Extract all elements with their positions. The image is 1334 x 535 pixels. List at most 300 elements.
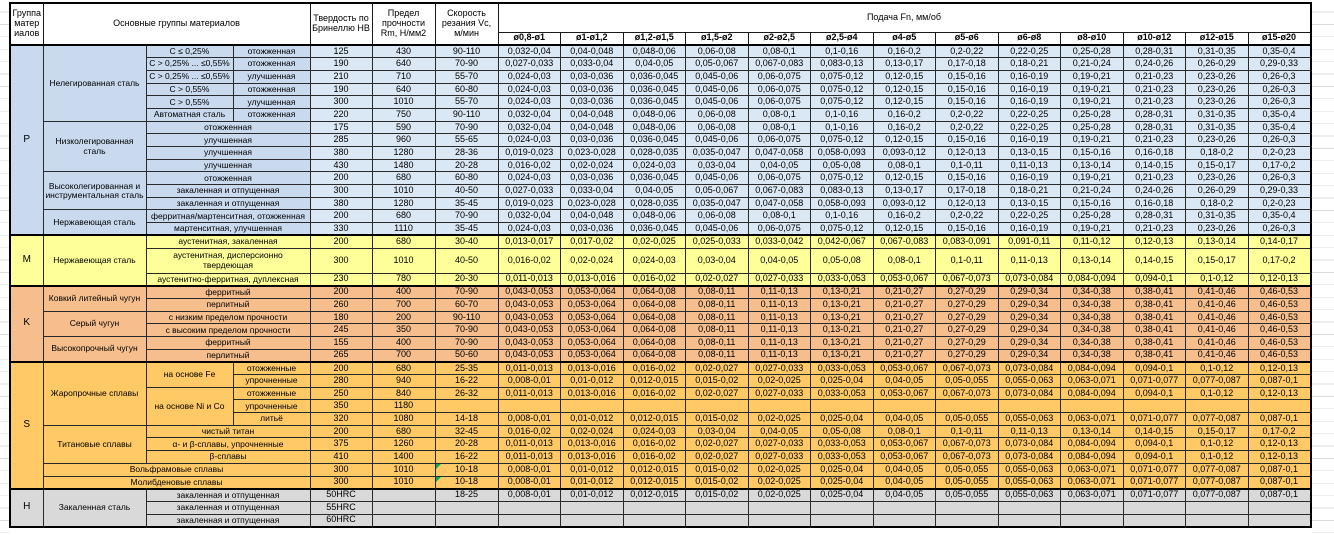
feed-value-cell[interactable]: 0,013-0,016	[561, 362, 624, 375]
feed-value-cell[interactable]: 0,28-0,31	[1123, 210, 1186, 223]
header-materials[interactable]: Основные группы материалов	[43, 3, 310, 45]
feed-value-cell[interactable]	[1061, 400, 1124, 413]
material-subtype-cell[interactable]: на основе Fe	[146, 362, 233, 387]
header-feed-diameter[interactable]: ø1,2-ø1,5	[623, 32, 686, 45]
feed-value-cell[interactable]: 0,04-0,048	[561, 121, 624, 134]
value-cell[interactable]: 1260	[372, 438, 435, 451]
feed-value-cell[interactable]: 0,16-0,2	[873, 121, 936, 134]
feed-value-cell[interactable]: 0,1-0,11	[936, 425, 999, 438]
value-cell[interactable]: 680	[372, 235, 435, 248]
feed-value-cell[interactable]: 0,22-0,25	[998, 108, 1061, 121]
feed-value-cell[interactable]: 0,093-0,12	[873, 147, 936, 160]
feed-value-cell[interactable]: 0,15-0,16	[936, 70, 999, 83]
value-cell[interactable]: 32-45	[435, 425, 498, 438]
feed-value-cell[interactable]: 0,2-0,22	[936, 108, 999, 121]
feed-value-cell[interactable]: 0,21-0,27	[873, 286, 936, 299]
feed-value-cell[interactable]: 0,067-0,073	[936, 451, 999, 464]
feed-value-cell[interactable]	[1248, 400, 1311, 413]
value-cell[interactable]	[372, 489, 435, 502]
material-state-cell[interactable]: аустенитно-ферритная, дуплексная	[146, 273, 310, 286]
material-state-cell[interactable]: β-сплавы	[146, 451, 310, 464]
material-state-cell[interactable]: отожженная	[146, 172, 310, 185]
feed-value-cell[interactable]: 0,012-0,015	[623, 413, 686, 426]
feed-value-cell[interactable]: 0,043-0,053	[498, 349, 561, 362]
feed-value-cell[interactable]: 0,053-0,067	[873, 362, 936, 375]
feed-value-cell[interactable]: 0,15-0,17	[1186, 425, 1249, 438]
material-group-cell[interactable]: Ковкий литейный чугун	[43, 286, 146, 311]
feed-value-cell[interactable]: 0,26-0,3	[1248, 96, 1311, 109]
feed-value-cell[interactable]: 0,075-0,12	[811, 70, 874, 83]
feed-value-cell[interactable]	[686, 514, 749, 527]
feed-value-cell[interactable]: 0,047-0,058	[748, 197, 811, 210]
feed-value-cell[interactable]: 0,46-0,53	[1248, 349, 1311, 362]
feed-value-cell[interactable]: 0,16-0,19	[998, 223, 1061, 236]
feed-value-cell[interactable]: 0,016-0,02	[498, 159, 561, 172]
feed-value-cell[interactable]: 0,047-0,058	[748, 147, 811, 160]
feed-value-cell[interactable]: 0,29-0,34	[998, 311, 1061, 324]
material-group-cell[interactable]: Нержавеющая сталь	[43, 210, 146, 235]
feed-value-cell[interactable]	[998, 514, 1061, 527]
feed-value-cell[interactable]: 0,024-0,03	[498, 83, 561, 96]
value-cell[interactable]: 280	[310, 375, 372, 388]
feed-value-cell[interactable]: 0,073-0,084	[998, 362, 1061, 375]
feed-value-cell[interactable]: 0,091-0,11	[998, 235, 1061, 248]
feed-value-cell[interactable]: 0,1-0,12	[1186, 273, 1249, 286]
feed-value-cell[interactable]: 0,01-0,012	[561, 375, 624, 388]
header-rm[interactable]: Предел прочности Rm, Н/мм2	[372, 3, 435, 45]
feed-value-cell[interactable]: 0,16-0,18	[1123, 197, 1186, 210]
feed-value-cell[interactable]: 0,012-0,015	[623, 463, 686, 476]
feed-value-cell[interactable]: 0,1-0,11	[936, 159, 999, 172]
feed-value-cell[interactable]: 0,025-0,04	[811, 489, 874, 502]
material-state-cell[interactable]: закаленная и отпущенная	[146, 185, 310, 198]
feed-value-cell[interactable]: 0,21-0,24	[1061, 185, 1124, 198]
feed-value-cell[interactable]: 0,043-0,053	[498, 324, 561, 337]
feed-value-cell[interactable]: 0,17-0,2	[1248, 159, 1311, 172]
feed-value-cell[interactable]: 0,19-0,21	[1061, 83, 1124, 96]
feed-value-cell[interactable]: 0,01-0,012	[561, 476, 624, 489]
feed-value-cell[interactable]: 0,11-0,13	[998, 248, 1061, 273]
feed-value-cell[interactable]: 0,075-0,12	[811, 83, 874, 96]
feed-value-cell[interactable]: 0,064-0,08	[623, 298, 686, 311]
feed-value-cell[interactable]	[1123, 514, 1186, 527]
feed-value-cell[interactable]: 0,27-0,29	[936, 298, 999, 311]
value-cell[interactable]: 220	[310, 108, 372, 121]
material-group-cell[interactable]: Нержавеющая сталь	[43, 235, 146, 285]
value-cell[interactable]: 380	[310, 147, 372, 160]
feed-value-cell[interactable]: 0,26-0,3	[1248, 134, 1311, 147]
feed-value-cell[interactable]	[498, 514, 561, 527]
feed-value-cell[interactable]: 0,29-0,33	[1248, 58, 1311, 71]
feed-value-cell[interactable]	[873, 400, 936, 413]
feed-value-cell[interactable]: 0,24-0,26	[1123, 58, 1186, 71]
value-cell[interactable]: 700	[372, 349, 435, 362]
feed-value-cell[interactable]: 0,46-0,53	[1248, 298, 1311, 311]
material-subtype-cell[interactable]: C > 0,55%	[146, 83, 233, 96]
feed-value-cell[interactable]: 0,053-0,064	[561, 298, 624, 311]
feed-value-cell[interactable]: 0,04-0,05	[623, 58, 686, 71]
feed-value-cell[interactable]: 0,084-0,094	[1061, 438, 1124, 451]
group-letter-cell[interactable]: S	[10, 362, 43, 489]
feed-value-cell[interactable]: 0,055-0,063	[998, 463, 1061, 476]
value-cell[interactable]: 1010	[372, 476, 435, 489]
feed-value-cell[interactable]: 0,08-0,11	[686, 349, 749, 362]
value-cell[interactable]: 25-35	[435, 362, 498, 375]
feed-value-cell[interactable]: 0,045-0,06	[686, 96, 749, 109]
feed-value-cell[interactable]: 0,083-0,13	[811, 58, 874, 71]
value-cell[interactable]: 750	[372, 108, 435, 121]
feed-value-cell[interactable]: 0,35-0,4	[1248, 121, 1311, 134]
header-feed[interactable]: Подача Fn, мм/об	[498, 3, 1311, 32]
header-feed-diameter[interactable]: ø4-ø5	[873, 32, 936, 45]
value-cell[interactable]: 680	[372, 425, 435, 438]
feed-value-cell[interactable]: 0,31-0,35	[1186, 45, 1249, 58]
feed-value-cell[interactable]	[936, 501, 999, 514]
feed-value-cell[interactable]	[498, 400, 561, 413]
feed-value-cell[interactable]: 0,29-0,34	[998, 336, 1061, 349]
feed-value-cell[interactable]: 0,04-0,048	[561, 108, 624, 121]
feed-value-cell[interactable]: 0,35-0,4	[1248, 108, 1311, 121]
feed-value-cell[interactable]: 0,071-0,077	[1123, 489, 1186, 502]
feed-value-cell[interactable]	[811, 501, 874, 514]
feed-value-cell[interactable]: 0,34-0,38	[1061, 298, 1124, 311]
feed-value-cell[interactable]: 0,058-0,093	[811, 197, 874, 210]
feed-value-cell[interactable]: 0,16-0,19	[998, 96, 1061, 109]
material-state-cell[interactable]: с высоким пределом прочности	[146, 324, 310, 337]
feed-value-cell[interactable]: 0,2-0,22	[936, 121, 999, 134]
material-group-cell[interactable]: Нелегированная сталь	[43, 45, 146, 121]
feed-value-cell[interactable]: 0,29-0,34	[998, 324, 1061, 337]
material-state-cell[interactable]: аустенитная, закаленная	[146, 235, 310, 248]
feed-value-cell[interactable]: 0,04-0,05	[748, 425, 811, 438]
feed-value-cell[interactable]: 0,13-0,21	[811, 286, 874, 299]
feed-value-cell[interactable]: 0,1-0,16	[811, 210, 874, 223]
material-state-cell[interactable]: отожженная	[233, 58, 310, 71]
feed-value-cell[interactable]: 0,38-0,41	[1123, 311, 1186, 324]
header-vc[interactable]: Скорость резания Vc, м/мин	[435, 3, 498, 45]
feed-value-cell[interactable]: 0,1-0,11	[936, 248, 999, 273]
feed-value-cell[interactable]: 0,23-0,26	[1186, 172, 1249, 185]
feed-value-cell[interactable]	[623, 514, 686, 527]
value-cell[interactable]: 200	[310, 172, 372, 185]
feed-value-cell[interactable]: 0,17-0,2	[1248, 248, 1311, 273]
material-group-cell[interactable]: Закаленная сталь	[43, 489, 146, 527]
feed-value-cell[interactable]: 0,16-0,2	[873, 210, 936, 223]
feed-value-cell[interactable]: 0,053-0,064	[561, 311, 624, 324]
feed-value-cell[interactable]: 0,094-0,1	[1123, 451, 1186, 464]
value-cell[interactable]: 400	[372, 336, 435, 349]
feed-value-cell[interactable]: 0,05-0,055	[936, 476, 999, 489]
feed-value-cell[interactable]: 0,28-0,31	[1123, 45, 1186, 58]
feed-value-cell[interactable]: 0,03-0,036	[561, 83, 624, 96]
feed-value-cell[interactable]: 0,25-0,28	[1061, 108, 1124, 121]
feed-value-cell[interactable]: 0,064-0,08	[623, 286, 686, 299]
feed-value-cell[interactable]: 0,045-0,06	[686, 172, 749, 185]
feed-value-cell[interactable]: 0,02-0,025	[748, 463, 811, 476]
feed-value-cell[interactable]	[748, 501, 811, 514]
feed-value-cell[interactable]: 0,25-0,28	[1061, 210, 1124, 223]
feed-value-cell[interactable]: 0,048-0,06	[623, 121, 686, 134]
value-cell[interactable]: 1280	[372, 197, 435, 210]
feed-value-cell[interactable]: 0,25-0,28	[1061, 121, 1124, 134]
feed-value-cell[interactable]: 0,1-0,16	[811, 45, 874, 58]
value-cell[interactable]: 960	[372, 134, 435, 147]
feed-value-cell[interactable]: 0,077-0,087	[1186, 375, 1249, 388]
feed-value-cell[interactable]: 0,03-0,04	[686, 248, 749, 273]
feed-value-cell[interactable]	[1123, 400, 1186, 413]
value-cell[interactable]: 60-70	[435, 298, 498, 311]
value-cell[interactable]: 680	[372, 210, 435, 223]
feed-value-cell[interactable]: 0,067-0,073	[936, 362, 999, 375]
material-state-cell[interactable]: литьё	[233, 413, 310, 426]
value-cell[interactable]: 180	[310, 311, 372, 324]
feed-value-cell[interactable]	[686, 400, 749, 413]
feed-value-cell[interactable]: 0,087-0,1	[1248, 463, 1311, 476]
feed-value-cell[interactable]: 0,033-0,04	[561, 185, 624, 198]
feed-value-cell[interactable]: 0,053-0,064	[561, 336, 624, 349]
feed-value-cell[interactable]: 0,04-0,05	[873, 476, 936, 489]
feed-value-cell[interactable]: 0,23-0,26	[1186, 96, 1249, 109]
feed-value-cell[interactable]: 0,008-0,01	[498, 489, 561, 502]
feed-value-cell[interactable]: 0,024-0,03	[623, 248, 686, 273]
material-state-cell[interactable]: упрочненные	[233, 400, 310, 413]
feed-value-cell[interactable]: 0,1-0,12	[1186, 362, 1249, 375]
value-cell[interactable]: 430	[310, 159, 372, 172]
feed-value-cell[interactable]: 0,036-0,045	[623, 83, 686, 96]
feed-value-cell[interactable]: 0,084-0,094	[1061, 273, 1124, 286]
feed-value-cell[interactable]: 0,033-0,053	[811, 451, 874, 464]
feed-value-cell[interactable]: 0,06-0,075	[748, 96, 811, 109]
value-cell[interactable]: 210	[310, 70, 372, 83]
value-cell[interactable]: 125	[310, 45, 372, 58]
feed-value-cell[interactable]: 0,027-0,033	[498, 58, 561, 71]
feed-value-cell[interactable]: 0,1-0,12	[1186, 438, 1249, 451]
feed-value-cell[interactable]: 0,063-0,071	[1061, 413, 1124, 426]
feed-value-cell[interactable]: 0,2-0,23	[1248, 197, 1311, 210]
feed-value-cell[interactable]: 0,1-0,16	[811, 121, 874, 134]
feed-value-cell[interactable]: 0,41-0,46	[1186, 324, 1249, 337]
feed-value-cell[interactable]: 0,016-0,02	[623, 273, 686, 286]
value-cell[interactable]: 16-22	[435, 375, 498, 388]
feed-value-cell[interactable]: 0,27-0,29	[936, 286, 999, 299]
feed-value-cell[interactable]: 0,31-0,35	[1186, 121, 1249, 134]
feed-value-cell[interactable]: 0,21-0,23	[1123, 134, 1186, 147]
feed-value-cell[interactable]: 0,26-0,3	[1248, 70, 1311, 83]
header-feed-diameter[interactable]: ø0,8-ø1	[498, 32, 561, 45]
feed-value-cell[interactable]: 0,14-0,15	[1123, 159, 1186, 172]
feed-value-cell[interactable]: 0,15-0,16	[1061, 147, 1124, 160]
header-feed-diameter[interactable]: ø10-ø12	[1123, 32, 1186, 45]
feed-value-cell[interactable]: 0,06-0,075	[748, 70, 811, 83]
value-cell[interactable]: 200	[310, 235, 372, 248]
feed-value-cell[interactable]	[936, 400, 999, 413]
feed-value-cell[interactable]: 0,019-0,023	[498, 147, 561, 160]
header-feed-diameter[interactable]: ø5-ø6	[936, 32, 999, 45]
feed-value-cell[interactable]: 0,38-0,41	[1123, 298, 1186, 311]
material-state-cell[interactable]: перлитный	[146, 298, 310, 311]
value-cell[interactable]: 18-25	[435, 489, 498, 502]
feed-value-cell[interactable]: 0,024-0,03	[498, 96, 561, 109]
feed-value-cell[interactable]	[623, 400, 686, 413]
feed-value-cell[interactable]: 0,41-0,46	[1186, 349, 1249, 362]
material-state-cell[interactable]: отожженная	[233, 45, 310, 58]
material-group-cell[interactable]: Высокопрочный чугун	[43, 336, 146, 361]
material-state-cell[interactable]: упрочненные	[233, 375, 310, 388]
feed-value-cell[interactable]: 0,13-0,15	[998, 147, 1061, 160]
feed-value-cell[interactable]: 0,077-0,087	[1186, 489, 1249, 502]
feed-value-cell[interactable]: 0,036-0,045	[623, 134, 686, 147]
value-cell[interactable]: 200	[310, 210, 372, 223]
feed-value-cell[interactable]: 0,043-0,053	[498, 311, 561, 324]
feed-value-cell[interactable]: 0,045-0,06	[686, 134, 749, 147]
value-cell[interactable]: 26-32	[435, 387, 498, 400]
feed-value-cell[interactable]: 0,28-0,31	[1123, 108, 1186, 121]
material-state-cell[interactable]: улучшенная	[146, 134, 310, 147]
feed-value-cell[interactable]: 0,094-0,1	[1123, 362, 1186, 375]
feed-value-cell[interactable]: 0,04-0,05	[748, 248, 811, 273]
feed-value-cell[interactable]: 0,04-0,05	[873, 463, 936, 476]
feed-value-cell[interactable]: 0,06-0,075	[748, 134, 811, 147]
feed-value-cell[interactable]: 0,19-0,21	[1061, 134, 1124, 147]
feed-value-cell[interactable]: 0,015-0,02	[686, 476, 749, 489]
value-cell[interactable]: 1010	[372, 248, 435, 273]
feed-value-cell[interactable]: 0,12-0,13	[1248, 273, 1311, 286]
feed-value-cell[interactable]: 0,08-0,11	[686, 286, 749, 299]
feed-value-cell[interactable]: 0,008-0,01	[498, 375, 561, 388]
value-cell[interactable]: 200	[310, 286, 372, 299]
feed-value-cell[interactable]: 0,16-0,19	[998, 83, 1061, 96]
value-cell[interactable]: 55HRC	[310, 501, 372, 514]
feed-value-cell[interactable]: 0,045-0,06	[686, 70, 749, 83]
feed-value-cell[interactable]: 0,094-0,1	[1123, 438, 1186, 451]
feed-value-cell[interactable]: 0,01-0,012	[561, 463, 624, 476]
feed-value-cell[interactable]: 0,08-0,1	[748, 45, 811, 58]
feed-value-cell[interactable]: 0,075-0,12	[811, 96, 874, 109]
feed-value-cell[interactable]	[623, 501, 686, 514]
feed-value-cell[interactable]: 0,05-0,08	[811, 159, 874, 172]
feed-value-cell[interactable]: 0,27-0,29	[936, 324, 999, 337]
feed-value-cell[interactable]: 0,019-0,023	[498, 197, 561, 210]
value-cell[interactable]: 10-18	[435, 463, 498, 476]
feed-value-cell[interactable]: 0,028-0,035	[623, 147, 686, 160]
feed-value-cell[interactable]: 0,26-0,3	[1248, 83, 1311, 96]
value-cell[interactable]: 55-65	[435, 134, 498, 147]
feed-value-cell[interactable]: 0,12-0,13	[1248, 438, 1311, 451]
feed-value-cell[interactable]: 0,025-0,04	[811, 463, 874, 476]
feed-value-cell[interactable]: 0,35-0,4	[1248, 45, 1311, 58]
feed-value-cell[interactable]: 0,18-0,21	[998, 58, 1061, 71]
feed-value-cell[interactable]: 0,23-0,26	[1186, 70, 1249, 83]
feed-value-cell[interactable]: 0,17-0,2	[1248, 425, 1311, 438]
feed-value-cell[interactable]: 0,024-0,03	[623, 425, 686, 438]
feed-value-cell[interactable]: 0,042-0,067	[811, 235, 874, 248]
feed-value-cell[interactable]: 0,21-0,27	[873, 324, 936, 337]
feed-value-cell[interactable]: 0,34-0,38	[1061, 336, 1124, 349]
value-cell[interactable]	[435, 501, 498, 514]
feed-value-cell[interactable]: 0,08-0,1	[873, 248, 936, 273]
feed-value-cell[interactable]: 0,21-0,23	[1123, 223, 1186, 236]
feed-value-cell[interactable]: 0,067-0,083	[748, 58, 811, 71]
feed-value-cell[interactable]: 0,08-0,1	[748, 121, 811, 134]
feed-value-cell[interactable]: 0,013-0,017	[498, 235, 561, 248]
feed-value-cell[interactable]: 0,016-0,02	[498, 425, 561, 438]
feed-value-cell[interactable]	[498, 501, 561, 514]
feed-value-cell[interactable]: 0,027-0,033	[748, 451, 811, 464]
feed-value-cell[interactable]: 0,16-0,19	[998, 70, 1061, 83]
feed-value-cell[interactable]: 0,21-0,27	[873, 349, 936, 362]
feed-value-cell[interactable]: 0,46-0,53	[1248, 324, 1311, 337]
feed-value-cell[interactable]: 0,012-0,015	[623, 476, 686, 489]
feed-value-cell[interactable]: 0,023-0,028	[561, 147, 624, 160]
feed-value-cell[interactable]: 0,027-0,033	[498, 185, 561, 198]
value-cell[interactable]: 70-90	[435, 121, 498, 134]
header-group[interactable]: Группа матер иалов	[10, 3, 43, 45]
feed-value-cell[interactable]: 0,04-0,05	[623, 185, 686, 198]
feed-value-cell[interactable]: 0,38-0,41	[1123, 349, 1186, 362]
feed-value-cell[interactable]: 0,35-0,4	[1248, 210, 1311, 223]
feed-value-cell[interactable]: 0,03-0,036	[561, 70, 624, 83]
feed-value-cell[interactable]	[1061, 501, 1124, 514]
feed-value-cell[interactable]: 0,027-0,033	[748, 273, 811, 286]
feed-value-cell[interactable]: 0,053-0,064	[561, 349, 624, 362]
feed-value-cell[interactable]: 0,064-0,08	[623, 324, 686, 337]
value-cell[interactable]: 70-90	[435, 324, 498, 337]
feed-value-cell[interactable]: 0,045-0,06	[686, 83, 749, 96]
value-cell[interactable]: 190	[310, 58, 372, 71]
feed-value-cell[interactable]: 0,071-0,077	[1123, 413, 1186, 426]
value-cell[interactable]: 380	[310, 197, 372, 210]
feed-value-cell[interactable]: 0,055-0,063	[998, 375, 1061, 388]
feed-value-cell[interactable]: 0,12-0,15	[873, 172, 936, 185]
feed-value-cell[interactable]: 0,06-0,08	[686, 121, 749, 134]
value-cell[interactable]: 410	[310, 451, 372, 464]
value-cell[interactable]: 430	[372, 45, 435, 58]
feed-value-cell[interactable]: 0,14-0,15	[1123, 248, 1186, 273]
value-cell[interactable]: 285	[310, 134, 372, 147]
feed-value-cell[interactable]: 0,045-0,06	[686, 223, 749, 236]
feed-value-cell[interactable]: 0,083-0,13	[811, 185, 874, 198]
feed-value-cell[interactable]: 0,08-0,1	[748, 210, 811, 223]
feed-value-cell[interactable]: 0,46-0,53	[1248, 336, 1311, 349]
feed-value-cell[interactable]: 0,064-0,08	[623, 311, 686, 324]
material-state-cell[interactable]: закаленная и отпущенная	[146, 501, 310, 514]
feed-value-cell[interactable]: 0,05-0,08	[811, 248, 874, 273]
material-state-cell[interactable]: чистый титан	[146, 425, 310, 438]
feed-value-cell[interactable]: 0,18-0,2	[1186, 197, 1249, 210]
feed-value-cell[interactable]	[811, 400, 874, 413]
material-state-cell[interactable]: отожженная	[233, 108, 310, 121]
feed-value-cell[interactable]: 0,055-0,063	[998, 476, 1061, 489]
value-cell[interactable]	[435, 400, 498, 413]
feed-value-cell[interactable]: 0,011-0,013	[498, 387, 561, 400]
feed-value-cell[interactable]	[561, 501, 624, 514]
value-cell[interactable]: 1180	[372, 400, 435, 413]
feed-value-cell[interactable]: 0,19-0,21	[1061, 223, 1124, 236]
feed-value-cell[interactable]: 0,064-0,08	[623, 336, 686, 349]
feed-value-cell[interactable]	[811, 514, 874, 527]
feed-value-cell[interactable]: 0,053-0,067	[873, 451, 936, 464]
value-cell[interactable]: 265	[310, 349, 372, 362]
feed-value-cell[interactable]: 0,053-0,067	[873, 438, 936, 451]
header-hb[interactable]: Твердость по Бринеллю HB	[310, 3, 372, 45]
feed-value-cell[interactable]: 0,063-0,071	[1061, 463, 1124, 476]
feed-value-cell[interactable]	[561, 514, 624, 527]
feed-value-cell[interactable]: 0,13-0,21	[811, 336, 874, 349]
feed-value-cell[interactable]: 0,024-0,03	[498, 223, 561, 236]
feed-value-cell[interactable]: 0,013-0,016	[561, 387, 624, 400]
feed-value-cell[interactable]	[1248, 501, 1311, 514]
material-state-cell[interactable]: ферритный	[146, 336, 310, 349]
